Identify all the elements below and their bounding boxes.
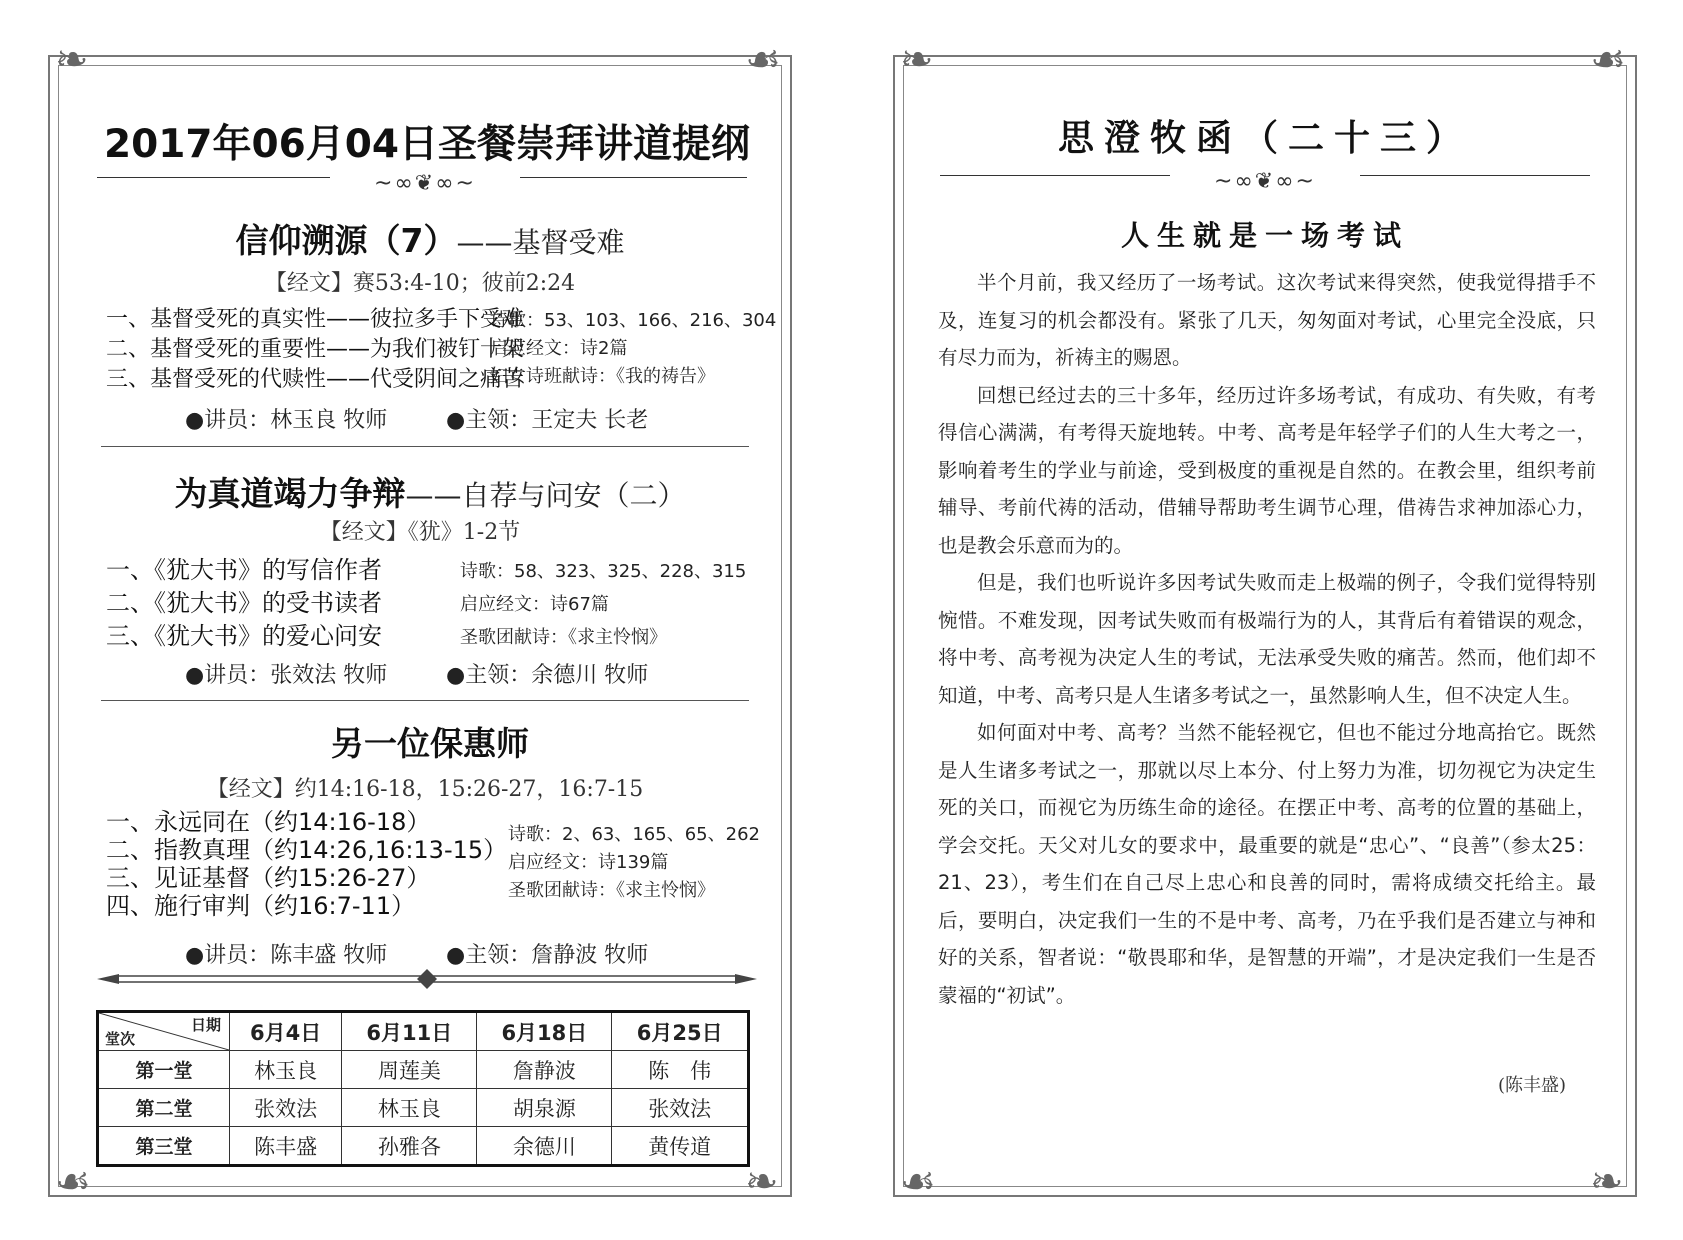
section-3-leader: ●主领：詹静波 牧师 — [446, 943, 649, 968]
article-title: 人生就是一场考试 — [1120, 219, 1409, 252]
outline-item: 三、见证基督（约15:26-27） — [106, 864, 431, 892]
outline-item: 二、指教真理（约14:26,16:13-15） — [106, 836, 508, 864]
article-paragraph: 如何面对中考、高考？当然不能轻视它，但也不能过分地高抬它。既然是人生诸多考试之一，那就以尽上本分、付上努力为准，切勿视它为决定生死的关口，而视它为历练生命的途径。在摆正中考、高考的位置的基础上，学会交托。天父对儿女的要求中，最重要的就是“忠心”、“良善”（参太25：21、23），考生们在自己尽上忠心和良善的同时，需将成绩交托给主。最后，要明白，决定我们一生的不是中考、高考，乃在乎我们是否建立与神和好的关系，智者说：“敬畏耶和华，是智慧的开端”，才是决定我们一生是否蒙福的“初试”。 — [938, 721, 1596, 1007]
section-2-outline — [106, 554, 382, 653]
choir-anthem: 妇女诗班献诗：《我的祷告》 — [490, 366, 715, 387]
table-row — [98, 1051, 749, 1089]
table-cell: 张效法 — [612, 1089, 749, 1127]
section-3-side-info — [508, 821, 760, 905]
hymn-list: 诗歌：58、323、325、228、315 — [460, 561, 747, 582]
page-title: 思澄牧函（二十三） — [1057, 117, 1472, 159]
section-1-subtitle: ——基督受难 — [456, 226, 625, 259]
corner-flourish-icon: ❧ — [900, 37, 934, 83]
responsive-reading: 启应经文：诗2篇 — [490, 338, 628, 359]
outline-item: 二、基督受死的重要性——为我们被钉十架 — [106, 337, 525, 362]
table-cell: 陈 伟 — [612, 1051, 749, 1089]
table-cell: 詹静波 — [477, 1051, 612, 1089]
corner-flourish-icon: ❧ — [55, 37, 89, 83]
section-1-outline — [106, 305, 524, 395]
article-paragraph: 半个月前，我又经历了一场考试。这次考试来得突然，使我觉得措手不及，连复习的机会都没有。紧张了几天，匆匆面对考试，心里完全没底，只有尽力而为，祈祷主的赐恩。 — [938, 271, 1596, 369]
section-1-scripture: 【经文】赛53:4-10；彼前2:24 — [264, 271, 576, 296]
title-ornament-icon: ~∞❦∞~ — [1170, 169, 1360, 194]
page-title: 2017年06月04日圣餐崇拜讲道提纲 — [103, 122, 751, 167]
outline-item: 一、基督受死的真实性——彼拉多手下受难 — [106, 307, 525, 332]
corner-date-label: 日期 — [190, 1016, 221, 1034]
section-1-leader: ●主领：王定夫 长老 — [446, 408, 649, 433]
corner-flourish-icon: ❧ — [745, 1159, 779, 1205]
table-cell: 周莲美 — [342, 1051, 477, 1089]
corner-flourish-icon: ☙ — [745, 37, 781, 83]
section-2-scripture: 【经文】《犹》1-2节 — [319, 520, 521, 545]
corner-flourish-icon: ❧ — [1590, 1159, 1624, 1205]
choir-anthem: 圣歌团献诗：《求主怜悯》 — [460, 627, 667, 648]
section-3-outline — [106, 808, 507, 920]
outline-item: 一、永远同在（约14:16-18） — [106, 808, 431, 836]
section-2-side-info — [460, 555, 746, 654]
table-row — [98, 1127, 749, 1166]
section-3-title: 另一位保惠师 — [331, 724, 529, 763]
outline-item: 三、基督受死的代赎性——代受阴间之痛苦 — [106, 367, 525, 392]
section-2-leader: ●主领：余德川 牧师 — [446, 663, 649, 688]
table-header-date: 6月25日 — [612, 1012, 749, 1051]
outline-item: 四、施行审判（约16:7-11） — [106, 892, 416, 920]
hymn-list: 诗歌：53、103、166、216、304 — [490, 310, 777, 331]
section-3-heading — [0, 718, 860, 765]
row-label: 第三堂 — [98, 1127, 230, 1166]
table-cell: 余德川 — [477, 1127, 612, 1166]
row-label: 第一堂 — [98, 1051, 230, 1089]
article-body — [938, 264, 1596, 1014]
corner-flourish-icon: ☙ — [1590, 37, 1626, 83]
table-cell: 孙雅各 — [342, 1127, 477, 1166]
table-cell: 张效法 — [230, 1089, 342, 1127]
section-2-heading — [0, 468, 860, 515]
article-author: (陈丰盛) — [1498, 1075, 1567, 1096]
row-label: 第二堂 — [98, 1089, 230, 1127]
outline-item: 三、《犹大书》的爱心问安 — [106, 622, 382, 650]
hymn-list: 诗歌：2、63、165、65、262 — [508, 824, 760, 845]
right-page — [850, 0, 1683, 1240]
title-ornament-icon: ~∞❦∞~ — [330, 171, 520, 196]
section-1-side-info — [490, 307, 776, 391]
table-header-date: 6月11日 — [342, 1012, 477, 1051]
section-2-subtitle: ——自荐与问安（二） — [405, 479, 686, 512]
outline-item: 一、《犹大书》的写信作者 — [106, 556, 382, 584]
table-header-date: 6月18日 — [477, 1012, 612, 1051]
table-cell: 胡泉源 — [477, 1089, 612, 1127]
section-divider — [101, 700, 749, 701]
table-cell: 黄传道 — [612, 1127, 749, 1166]
preacher-schedule-table — [96, 1010, 750, 1167]
table-header-date: 6月4日 — [230, 1012, 342, 1051]
responsive-reading: 启应经文：诗67篇 — [460, 594, 609, 615]
corner-service-label: 堂次 — [105, 1030, 136, 1048]
article-paragraph: 回想已经过去的三十多年，经历过许多场考试，有成功、有失败，有考得信心满满，有考得天旋地转。中考、高考是年轻学子们的人生大考之一，影响着考生的学业与前途，受到极度的重视是自然的。在教会里，组织考前辅导、考前代祷的活动，借辅导帮助考生调节心理，借祷告求神加添心力，也是教会乐意而为的。 — [938, 383, 1596, 557]
responsive-reading: 启应经文：诗139篇 — [508, 852, 669, 873]
left-page — [0, 0, 830, 1240]
article-paragraph: 但是，我们也听说许多因考试失败而走上极端的例子，令我们觉得特别惋惜。不难发现，因考试失败而有极端行为的人，其背后有着错误的观念，将中考、高考视为决定人生的考试，无法承受失败的痛苦。然而，他们却不知道，中考、高考只是人生诸多考试之一，虽然影响人生，但不决定人生。 — [938, 571, 1596, 707]
section-3-speaker: ●讲员：陈丰盛 牧师 — [185, 943, 388, 968]
table-cell: 陈丰盛 — [230, 1127, 342, 1166]
schedule-corner-cell — [98, 1012, 230, 1051]
section-1-heading — [0, 215, 860, 262]
table-header-row — [98, 1012, 749, 1051]
section-1-title: 信仰溯源（7） — [235, 221, 457, 260]
choir-anthem: 圣歌团献诗：《求主怜悯》 — [508, 880, 715, 901]
corner-flourish-icon: ☙ — [55, 1159, 91, 1205]
table-cell: 林玉良 — [230, 1051, 342, 1089]
diamond-divider-icon — [97, 968, 757, 992]
section-3-scripture: 【经文】约14:16-18，15:26-27，16:7-15 — [206, 777, 644, 802]
section-divider — [101, 446, 749, 447]
table-row — [98, 1089, 749, 1127]
table-cell: 林玉良 — [342, 1089, 477, 1127]
section-2-speaker: ●讲员：张效法 牧师 — [185, 663, 388, 688]
corner-flourish-icon: ☙ — [900, 1159, 936, 1205]
outline-item: 二、《犹大书》的受书读者 — [106, 589, 382, 617]
section-2-title: 为真道竭力争辩 — [174, 474, 406, 513]
section-1-speaker: ●讲员：林玉良 牧师 — [185, 408, 388, 433]
